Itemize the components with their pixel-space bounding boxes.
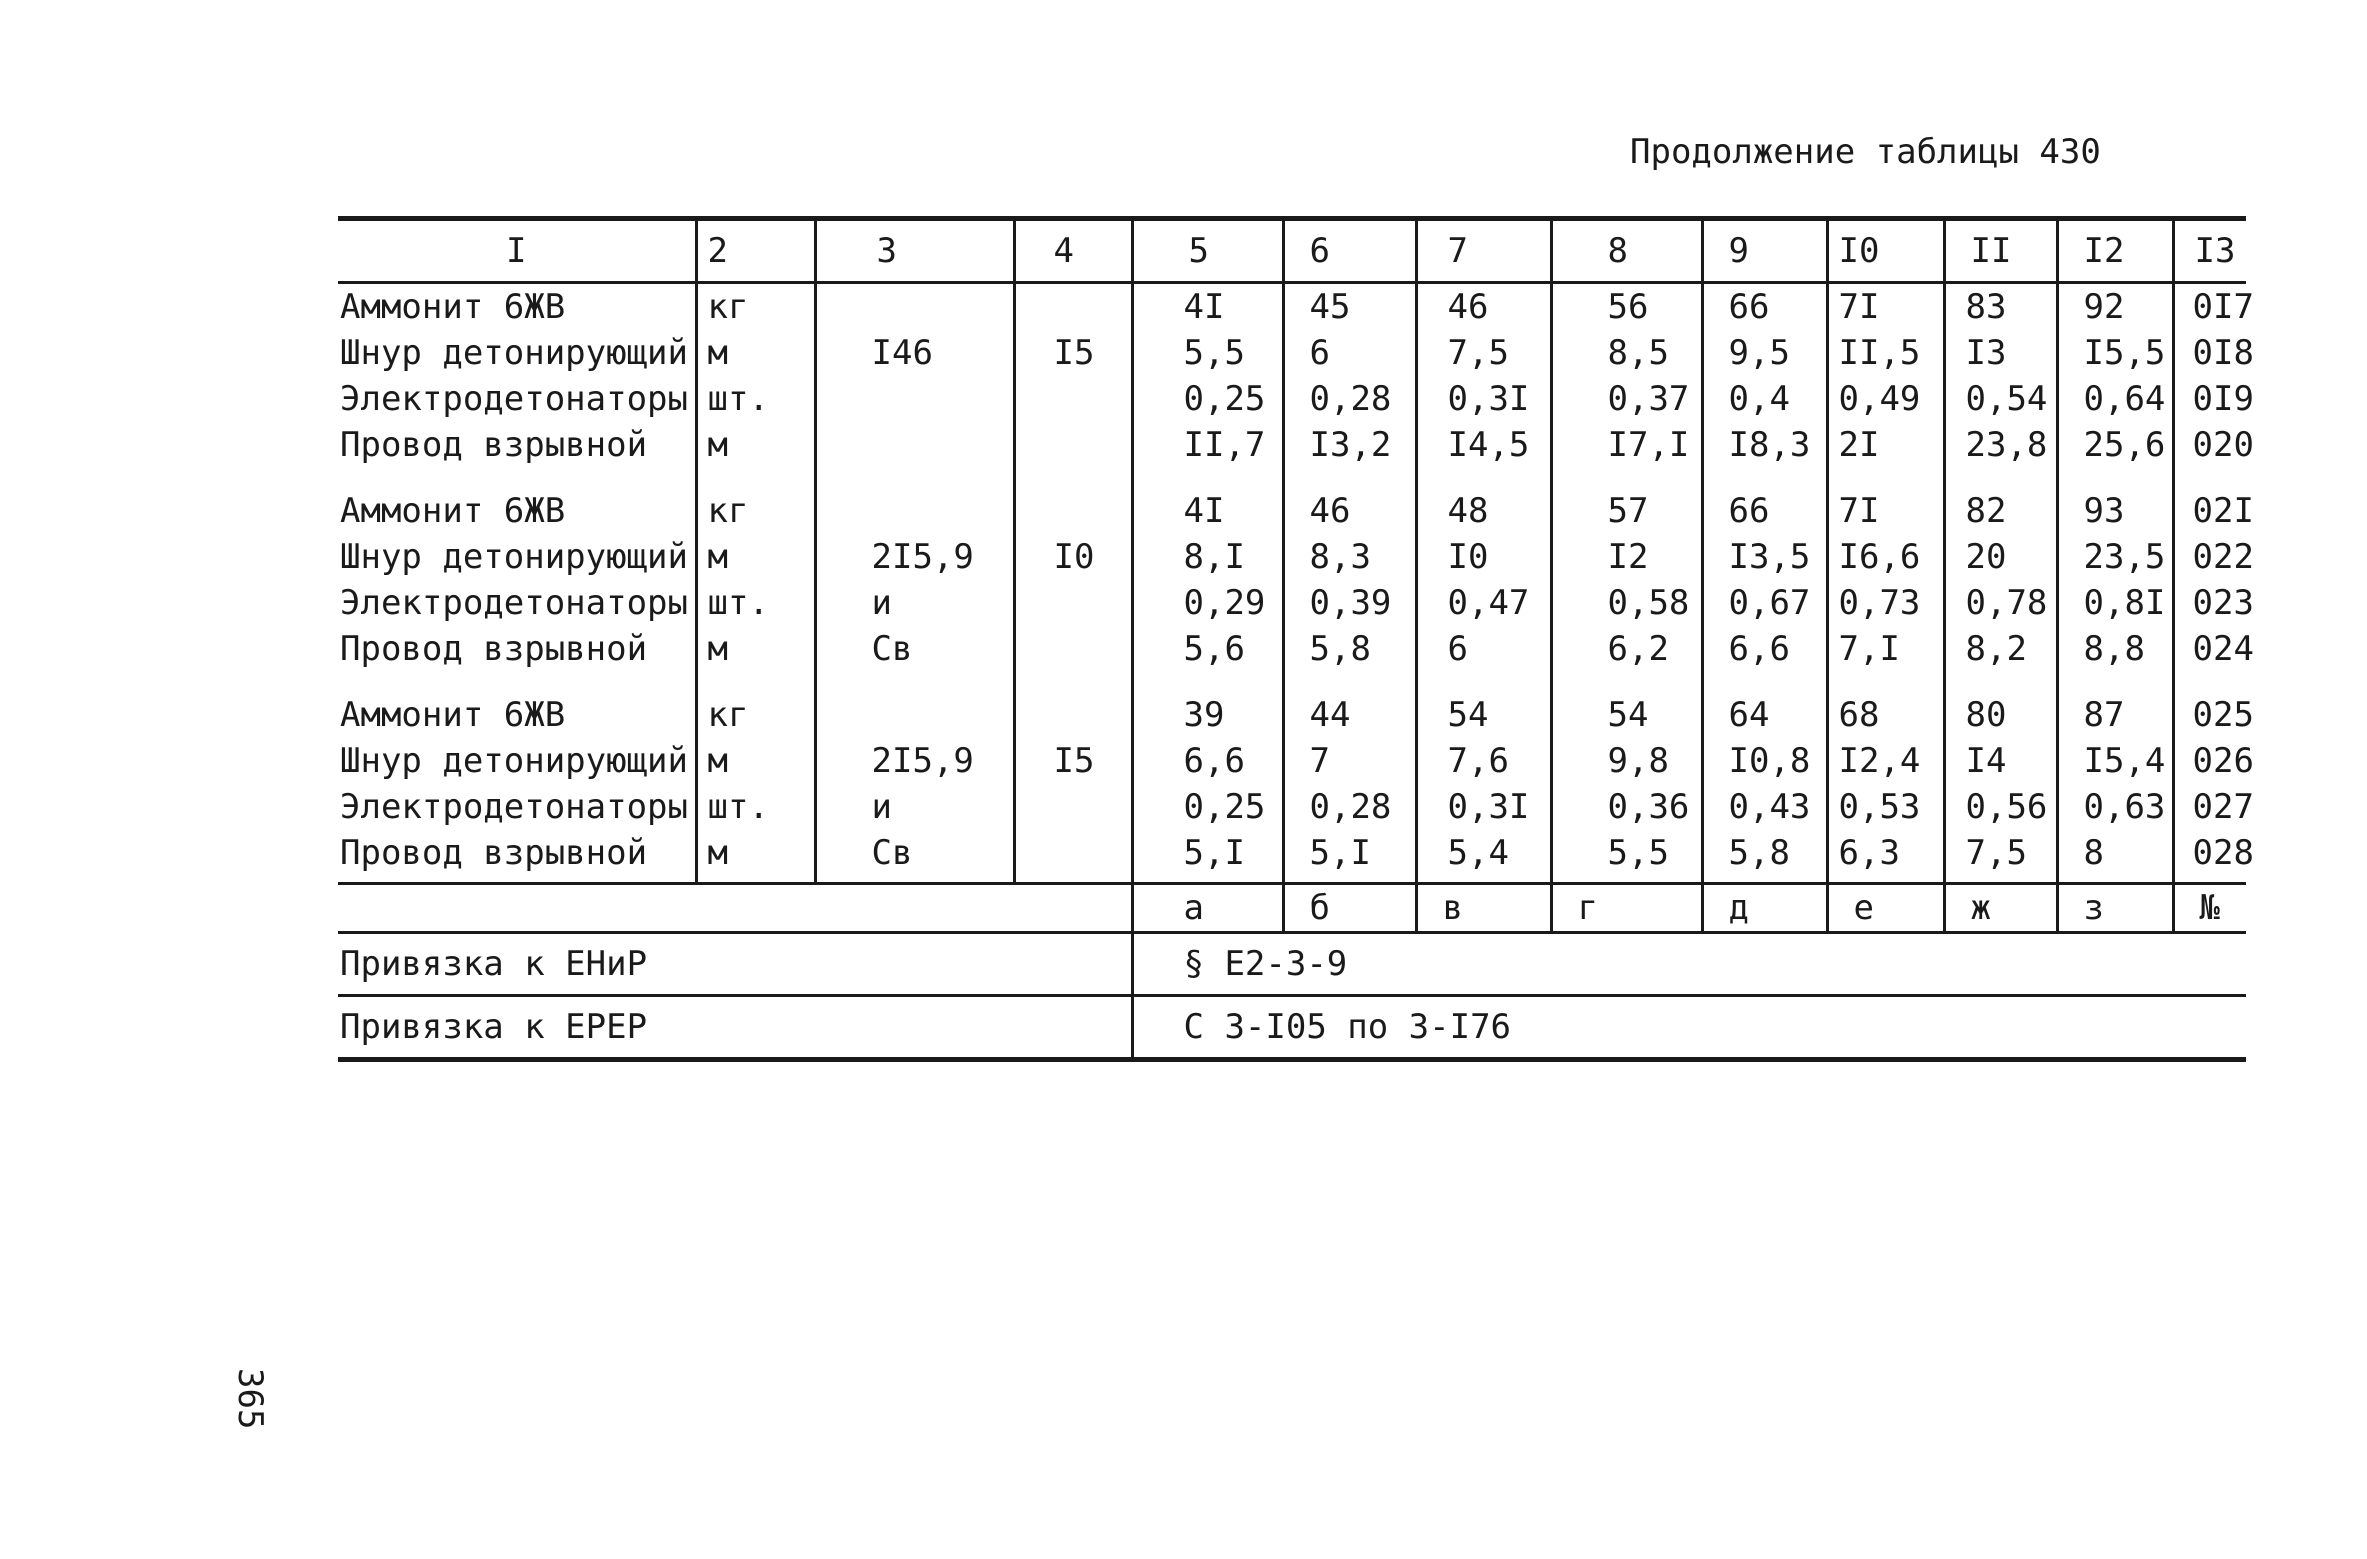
value-cell: 4I bbox=[1132, 283, 1283, 331]
value-cell: 87 bbox=[2057, 692, 2173, 738]
table-row bbox=[338, 580, 2246, 626]
table-row bbox=[338, 738, 2246, 784]
group-spacer bbox=[338, 468, 2246, 488]
value-cell: 0,39 bbox=[1283, 580, 1416, 626]
spacer-cell bbox=[1283, 672, 1416, 692]
spacer-cell bbox=[1827, 672, 1944, 692]
table-row bbox=[338, 626, 2246, 672]
col4-cell bbox=[1014, 626, 1132, 672]
value-cell: 82 bbox=[1944, 488, 2057, 534]
letters-row bbox=[338, 884, 2246, 933]
unit-cell: м bbox=[696, 534, 815, 580]
table-row bbox=[338, 784, 2246, 830]
resource-name: Электродетонаторы bbox=[338, 580, 696, 626]
header-cell: 2 bbox=[696, 219, 815, 283]
resource-name: Аммонит 6ЖВ bbox=[338, 488, 696, 534]
col4-cell bbox=[1014, 784, 1132, 830]
reference-row bbox=[338, 933, 2246, 996]
value-cell: 4I bbox=[1132, 488, 1283, 534]
code-cell: 02I bbox=[2192, 491, 2254, 531]
spacer-cell bbox=[1827, 468, 1944, 488]
spacer-cell bbox=[1702, 468, 1827, 488]
unit-cell: м bbox=[696, 830, 815, 884]
col3-cell: 2I5,9 bbox=[815, 738, 1014, 784]
resource-name: Электродетонаторы bbox=[338, 784, 696, 830]
spacer-cell bbox=[2057, 672, 2173, 692]
unit-cell: м bbox=[696, 738, 815, 784]
column-letter: № bbox=[2173, 884, 2246, 933]
col4-cell bbox=[1014, 488, 1132, 534]
resource-name: Аммонит 6ЖВ bbox=[338, 283, 696, 331]
col4-cell bbox=[1014, 692, 1132, 738]
value-cell: 0,73 bbox=[1827, 580, 1944, 626]
value-cell: I3 bbox=[1944, 330, 2057, 376]
value-cell: 5,5 bbox=[1132, 330, 1283, 376]
spacer-cell bbox=[1944, 468, 2057, 488]
value-cell: 0,78 bbox=[1944, 580, 2057, 626]
col3-cell: 2I5,9 bbox=[815, 534, 1014, 580]
spacer-cell bbox=[1283, 468, 1416, 488]
resource-name: Шнур детонирующий bbox=[338, 738, 696, 784]
header-cell: 7 bbox=[1416, 219, 1551, 283]
value-cell: 5,6 bbox=[1132, 626, 1283, 672]
value-cell: 66 bbox=[1702, 488, 1827, 534]
spacer-cell bbox=[2173, 468, 2246, 488]
reference-label: Привязка к ЕНиР bbox=[338, 933, 1132, 996]
column-letter: а bbox=[1132, 884, 1283, 933]
value-cell: 0,28 bbox=[1283, 784, 1416, 830]
col4-cell: I0 bbox=[1014, 534, 1132, 580]
table-row bbox=[338, 830, 2246, 884]
value-cell: 8,3 bbox=[1283, 534, 1416, 580]
col3-cell: и bbox=[815, 580, 1014, 626]
header-cell: 9 bbox=[1702, 219, 1827, 283]
value-cell: 0,28 bbox=[1283, 376, 1416, 422]
table-body bbox=[338, 219, 2254, 1060]
resource-name: Шнур детонирующий bbox=[338, 534, 696, 580]
value-cell: 92 bbox=[2057, 283, 2173, 331]
unit-cell: шт. bbox=[696, 580, 815, 626]
col4-cell bbox=[1014, 422, 1132, 468]
spacer-cell bbox=[338, 672, 696, 692]
value-cell: 0,29 bbox=[1132, 580, 1283, 626]
code-cell: 0I7 bbox=[2192, 287, 2254, 327]
header-cell: 8 bbox=[1551, 219, 1702, 283]
value-cell: 54 bbox=[1416, 692, 1551, 738]
column-letter: ж bbox=[1944, 884, 2057, 933]
value-cell: 0,53 bbox=[1827, 784, 1944, 830]
value-cell: 44 bbox=[1283, 692, 1416, 738]
value-cell: I5,4 bbox=[2057, 738, 2173, 784]
table-row bbox=[338, 692, 2246, 738]
header-cell: 4 bbox=[1014, 219, 1132, 283]
spacer-cell bbox=[1944, 672, 2057, 692]
value-cell: 0,3I bbox=[1416, 784, 1551, 830]
spacer-cell bbox=[815, 468, 1014, 488]
reference-value: С 3-I05 по 3-I76 bbox=[1132, 996, 2246, 1060]
code-cell: 026 bbox=[2192, 741, 2254, 781]
value-cell: II,5 bbox=[1827, 330, 1944, 376]
col3-cell bbox=[815, 422, 1014, 468]
group-spacer bbox=[338, 672, 2246, 692]
value-cell: 0,54 bbox=[1944, 376, 2057, 422]
value-cell: I4 bbox=[1944, 738, 2057, 784]
col3-cell: I46 bbox=[815, 330, 1014, 376]
code-cell: 022 bbox=[2192, 537, 2254, 577]
value-cell: 7I bbox=[1827, 488, 1944, 534]
value-cell: I4,5 bbox=[1416, 422, 1551, 468]
value-cell: 0,4 bbox=[1702, 376, 1827, 422]
unit-cell: м bbox=[696, 330, 815, 376]
header-cell: 6 bbox=[1283, 219, 1416, 283]
value-cell: I2,4 bbox=[1827, 738, 1944, 784]
col3-cell bbox=[815, 376, 1014, 422]
table-row bbox=[338, 330, 2246, 376]
value-cell: 7,5 bbox=[1416, 330, 1551, 376]
value-cell: 8,5 bbox=[1551, 330, 1702, 376]
letters-blank-cell bbox=[338, 884, 1132, 933]
table-caption: Продолжение таблицы 430 bbox=[1630, 132, 2101, 172]
code-cell: 028 bbox=[2192, 833, 2254, 873]
value-cell: 68 bbox=[1827, 692, 1944, 738]
unit-cell: кг bbox=[696, 692, 815, 738]
value-cell: 0,25 bbox=[1132, 376, 1283, 422]
spacer-cell bbox=[1551, 468, 1702, 488]
value-cell: 0,49 bbox=[1827, 376, 1944, 422]
resource-name: Электродетонаторы bbox=[338, 376, 696, 422]
unit-cell: кг bbox=[696, 488, 815, 534]
value-cell: 93 bbox=[2057, 488, 2173, 534]
value-cell: 5,5 bbox=[1551, 830, 1702, 884]
value-cell: 5,I bbox=[1283, 830, 1416, 884]
column-letter: в bbox=[1416, 884, 1551, 933]
unit-cell: м bbox=[696, 422, 815, 468]
code-cell: 020 bbox=[2192, 425, 2254, 465]
spacer-cell bbox=[338, 468, 696, 488]
value-cell: 6 bbox=[1283, 330, 1416, 376]
spacer-cell bbox=[1132, 468, 1283, 488]
value-cell: 39 bbox=[1132, 692, 1283, 738]
value-cell: 0,36 bbox=[1551, 784, 1702, 830]
column-letter: з bbox=[2057, 884, 2173, 933]
value-cell: 66 bbox=[1702, 283, 1827, 331]
spacer-cell bbox=[2057, 468, 2173, 488]
value-cell: 23,5 bbox=[2057, 534, 2173, 580]
value-cell: 0,64 bbox=[2057, 376, 2173, 422]
reference-label: Привязка к ЕРЕР bbox=[338, 996, 1132, 1060]
header-cell: 5 bbox=[1132, 219, 1283, 283]
page-number: 365 bbox=[230, 1368, 270, 1430]
value-cell: 8 bbox=[2057, 830, 2173, 884]
column-letter: г bbox=[1551, 884, 1702, 933]
value-cell: 0,3I bbox=[1416, 376, 1551, 422]
spacer-cell bbox=[1551, 672, 1702, 692]
column-letter: е bbox=[1827, 884, 1944, 933]
col3-cell: и bbox=[815, 784, 1014, 830]
reference-value: § Е2-3-9 bbox=[1132, 933, 2246, 996]
value-cell: 20 bbox=[1944, 534, 2057, 580]
value-cell: I8,3 bbox=[1702, 422, 1827, 468]
col4-cell bbox=[1014, 283, 1132, 331]
value-cell: 83 bbox=[1944, 283, 2057, 331]
value-cell: 8,8 bbox=[2057, 626, 2173, 672]
value-cell: 54 bbox=[1551, 692, 1702, 738]
spacer-cell bbox=[1132, 672, 1283, 692]
table-row bbox=[338, 534, 2246, 580]
value-cell: 46 bbox=[1283, 488, 1416, 534]
value-cell: 64 bbox=[1702, 692, 1827, 738]
value-cell: 45 bbox=[1283, 283, 1416, 331]
value-cell: I6,6 bbox=[1827, 534, 1944, 580]
value-cell: 7,6 bbox=[1416, 738, 1551, 784]
value-cell: 7,I bbox=[1827, 626, 1944, 672]
value-cell: I0,8 bbox=[1702, 738, 1827, 784]
table-row bbox=[338, 283, 2246, 331]
code-cell: 0I9 bbox=[2192, 379, 2254, 419]
table-row bbox=[338, 376, 2246, 422]
resource-name: Шнур детонирующий bbox=[338, 330, 696, 376]
unit-cell: кг bbox=[696, 283, 815, 331]
code-cell: 023 bbox=[2192, 583, 2254, 623]
column-letter: д bbox=[1702, 884, 1827, 933]
value-cell: 48 bbox=[1416, 488, 1551, 534]
spacer-cell bbox=[815, 672, 1014, 692]
col4-cell bbox=[1014, 376, 1132, 422]
value-cell: 5,4 bbox=[1416, 830, 1551, 884]
value-cell: 80 bbox=[1944, 692, 2057, 738]
col4-cell: I5 bbox=[1014, 330, 1132, 376]
value-cell: 23,8 bbox=[1944, 422, 2057, 468]
value-cell: 9,5 bbox=[1702, 330, 1827, 376]
value-cell: 56 bbox=[1551, 283, 1702, 331]
value-cell: I3,2 bbox=[1283, 422, 1416, 468]
value-cell: 0,37 bbox=[1551, 376, 1702, 422]
header-cell: 3 bbox=[815, 219, 1014, 283]
value-cell: 6,6 bbox=[1702, 626, 1827, 672]
unit-cell: м bbox=[696, 626, 815, 672]
resource-name: Провод взрывной bbox=[338, 626, 696, 672]
col3-cell bbox=[815, 692, 1014, 738]
table-row bbox=[338, 422, 2246, 468]
resource-name: Провод взрывной bbox=[338, 830, 696, 884]
resource-name: Провод взрывной bbox=[338, 422, 696, 468]
code-cell: 025 bbox=[2192, 695, 2254, 735]
value-cell: 46 bbox=[1416, 283, 1551, 331]
spacer-cell bbox=[2173, 672, 2246, 692]
resource-name: Аммонит 6ЖВ bbox=[338, 692, 696, 738]
col4-cell: I5 bbox=[1014, 738, 1132, 784]
value-cell: I0 bbox=[1416, 534, 1551, 580]
value-cell: 7I bbox=[1827, 283, 1944, 331]
code-cell: 0I8 bbox=[2192, 333, 2254, 373]
col3-cell: Св bbox=[815, 830, 1014, 884]
col3-cell: Св bbox=[815, 626, 1014, 672]
value-cell: 8,2 bbox=[1944, 626, 2057, 672]
col3-cell bbox=[815, 488, 1014, 534]
value-cell: 0,56 bbox=[1944, 784, 2057, 830]
value-cell: II,7 bbox=[1132, 422, 1283, 468]
spacer-cell bbox=[696, 672, 815, 692]
value-cell: 0,8I bbox=[2057, 580, 2173, 626]
header-cell: II bbox=[1944, 219, 2057, 283]
col4-cell bbox=[1014, 830, 1132, 884]
value-cell: 0,67 bbox=[1702, 580, 1827, 626]
value-cell: 7 bbox=[1283, 738, 1416, 784]
value-cell: 0,25 bbox=[1132, 784, 1283, 830]
value-cell: 25,6 bbox=[2057, 422, 2173, 468]
value-cell: I5,5 bbox=[2057, 330, 2173, 376]
resource-table bbox=[338, 216, 2254, 1062]
spacer-cell bbox=[1014, 672, 1132, 692]
header-row bbox=[338, 219, 2246, 283]
header-cell: I0 bbox=[1827, 219, 1944, 283]
header-cell: I2 bbox=[2057, 219, 2173, 283]
value-cell: 5,8 bbox=[1702, 830, 1827, 884]
spacer-cell bbox=[696, 468, 815, 488]
value-cell: 0,43 bbox=[1702, 784, 1827, 830]
value-cell: 6 bbox=[1416, 626, 1551, 672]
unit-cell: шт. bbox=[696, 376, 815, 422]
value-cell: 7,5 bbox=[1944, 830, 2057, 884]
reference-row bbox=[338, 996, 2246, 1060]
spacer-cell bbox=[1702, 672, 1827, 692]
value-cell: 6,2 bbox=[1551, 626, 1702, 672]
header-cell: I3 bbox=[2173, 219, 2246, 283]
value-cell: 9,8 bbox=[1551, 738, 1702, 784]
code-cell: 027 bbox=[2192, 787, 2254, 827]
table-row bbox=[338, 488, 2246, 534]
value-cell: 5,I bbox=[1132, 830, 1283, 884]
code-cell: 024 bbox=[2192, 629, 2254, 669]
value-cell: 2I bbox=[1827, 422, 1944, 468]
value-cell: 6,3 bbox=[1827, 830, 1944, 884]
value-cell: I7,I bbox=[1551, 422, 1702, 468]
value-cell: 6,6 bbox=[1132, 738, 1283, 784]
column-letter: б bbox=[1283, 884, 1416, 933]
value-cell: 5,8 bbox=[1283, 626, 1416, 672]
value-cell: I3,5 bbox=[1702, 534, 1827, 580]
value-cell: 57 bbox=[1551, 488, 1702, 534]
value-cell: I2 bbox=[1551, 534, 1702, 580]
col4-cell bbox=[1014, 580, 1132, 626]
spacer-cell bbox=[1014, 468, 1132, 488]
unit-cell: шт. bbox=[696, 784, 815, 830]
spacer-cell bbox=[1416, 672, 1551, 692]
value-cell: 8,I bbox=[1132, 534, 1283, 580]
value-cell: 0,47 bbox=[1416, 580, 1551, 626]
header-cell: I bbox=[338, 219, 696, 283]
spacer-cell bbox=[1416, 468, 1551, 488]
col3-cell bbox=[815, 283, 1014, 331]
value-cell: 0,58 bbox=[1551, 580, 1702, 626]
value-cell: 0,63 bbox=[2057, 784, 2173, 830]
